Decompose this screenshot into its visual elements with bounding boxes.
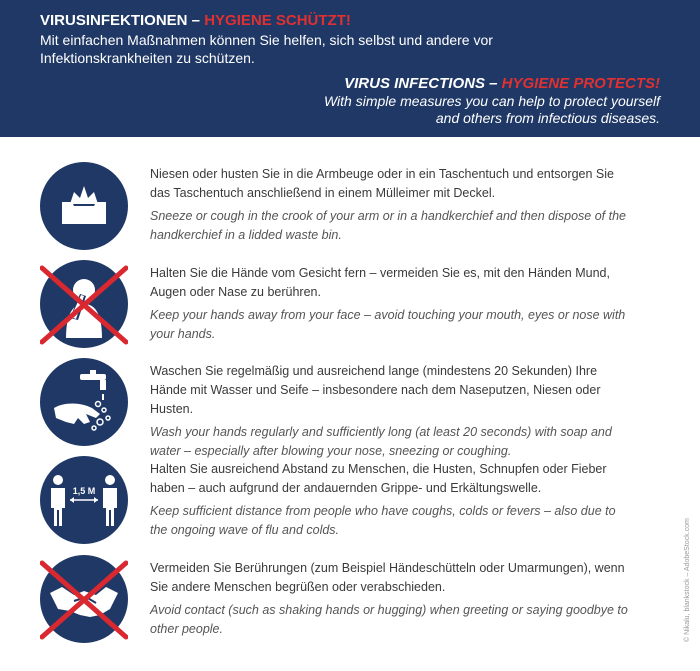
tip-row [0,258,660,354]
tip-english-text: Keep your hands away from your face – avoid touching your mouth, eyes or nose with your hands. [150,308,626,341]
tip-row [0,160,660,256]
tip-german-text: Waschen Sie regelmäßig und ausreichend lange (mindestens 20 Sekunden) Ihre Hände mit Wasser und Seife – insbesondere nach dem Naseputzen, Niesen oder Husten. [150,364,601,416]
english-title: VIRUS INFECTIONS – HYGIENE PROTECTS! [344,75,660,92]
image-credit: © Nikalu, blankstock – AdobeStock.com [684,518,691,642]
tissue-box-icon [40,162,128,250]
hand-washing-icon [40,358,128,446]
tip-german-text: Halten Sie die Hände vom Gesicht fern – vermeiden Sie es, mit den Händen Mund, Augen oder Nase zu berühren. [150,266,610,299]
tip-german-text: Niesen oder husten Sie in die Armbeuge oder in ein Taschentuch und entsorgen Sie das Taschentuch anschließend in einem Mülleimer mit Deckel. [150,167,614,200]
tip-german-text: Vermeiden Sie Berührungen (zum Beispiel Händeschütteln oder Umarmungen), wenn Sie andere Menschen begrüßen oder verabschieden. [150,561,625,594]
tip-english-text: Avoid contact (such as shaking hands or hugging) when greeting or saying goodbye to other people. [150,603,628,636]
distance-icon [40,456,128,544]
distance-label: 1,5 M [72,486,96,496]
tip-english-text: Wash your hands regularly and sufficiently long (at least 20 seconds) with soap and water – especially after blowing your nose, sneezing or coughing. [150,425,612,458]
tip-german-text: Halten Sie ausreichend Abstand zu Menschen, die Husten, Schnupfen oder Fieber haben – auch aufgrund der andauernden Grippe- und Erkältungswelle. [150,462,607,495]
english-subtitle: With simple measures you can help to protect yourself and others from infectious diseases. [323,93,660,126]
header-banner [0,0,700,137]
tip-row [0,553,660,649]
tip-row [0,356,660,458]
german-title: VIRUSINFEKTIONEN – HYGIENE SCHÜTZT! [40,12,351,29]
no-handshake-icon [40,555,128,643]
no-face-touching-icon [40,260,128,348]
tip-english-text: Sneeze or cough in the crook of your arm or in a handkerchief and then dispose of the handkerchief in a lidded waste bin. [150,209,626,242]
tip-row [0,454,660,550]
german-subtitle: Mit einfachen Maßnahmen können Sie helfen, sich selbst und andere vor Infektionskrankheiten zu schützen. [40,32,493,66]
tip-english-text: Keep sufficient distance from people who have coughs, colds or fevers – also due to the ongoing wave of flu and colds. [150,504,616,537]
